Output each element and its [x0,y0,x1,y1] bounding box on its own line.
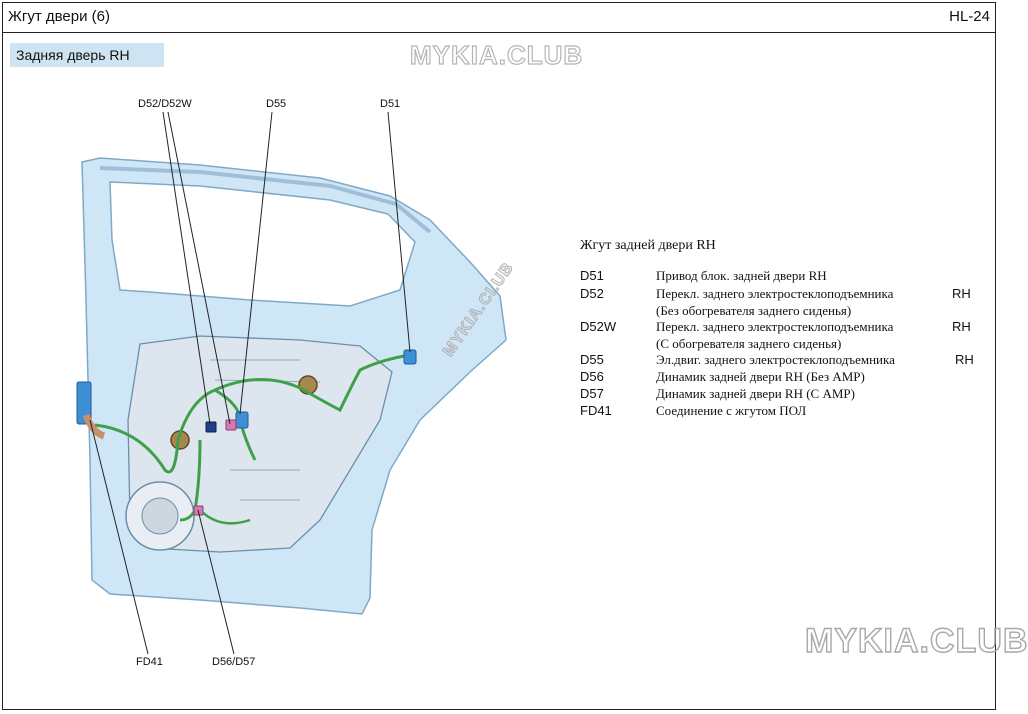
legend-description: Эл.двиг. заднего электростеклоподъемника [656,352,895,367]
legend-description: Перекл. заднего электростеклоподъемника [656,319,894,334]
page-code: HL-24 [949,8,990,25]
legend-note: (С обогревателя заднего сиденья) [656,336,842,351]
watermark-bottom: MYKIA.CLUB [805,622,1028,660]
legend-description: Перекл. заднего электростеклоподъемника [656,286,894,301]
connector-d51 [404,350,416,364]
section-label: Задняя дверь RH [16,47,130,63]
legend-code: D55 [580,352,604,367]
connector-d52w-pink [226,420,236,430]
legend-code: D51 [580,268,604,283]
callout-d52-d52w: D52/D52W [138,98,192,110]
page-header-title: Жгут двери (6) [8,8,110,25]
legend-suffix: RH [952,319,971,334]
legend-suffix: RH [952,286,971,301]
watermark-diagonal: MYKIA.CLUB [440,259,518,360]
callout-d51: D51 [380,98,401,110]
callout-d55: D55 [266,98,287,110]
legend-description: Соединение с жгутом ПОЛ [656,403,807,418]
legend-code: D52 [580,286,604,301]
legend-description: Динамик задней двери RH (С AMP) [656,386,855,401]
legend-description: Динамик задней двери RH (Без AMP) [656,369,865,384]
legend-title: Жгут задней двери RH [580,238,716,253]
legend-code: D56 [580,369,604,384]
watermark-top: MYKIA.CLUB [410,40,584,70]
connector-d55 [236,412,248,428]
legend-code: FD41 [580,403,612,418]
legend-note: (Без обогревателя заднего сиденья) [656,303,852,318]
legend-description: Привод блок. задней двери RH [656,268,827,283]
legend-code: D52W [580,319,617,334]
legend-code: D57 [580,386,604,401]
connector-d52 [206,422,216,432]
callout-d56-d57: D56/D57 [212,656,256,668]
legend-suffix: RH [955,352,974,367]
callout-fd41: FD41 [136,656,163,668]
speaker-cone [142,498,178,534]
